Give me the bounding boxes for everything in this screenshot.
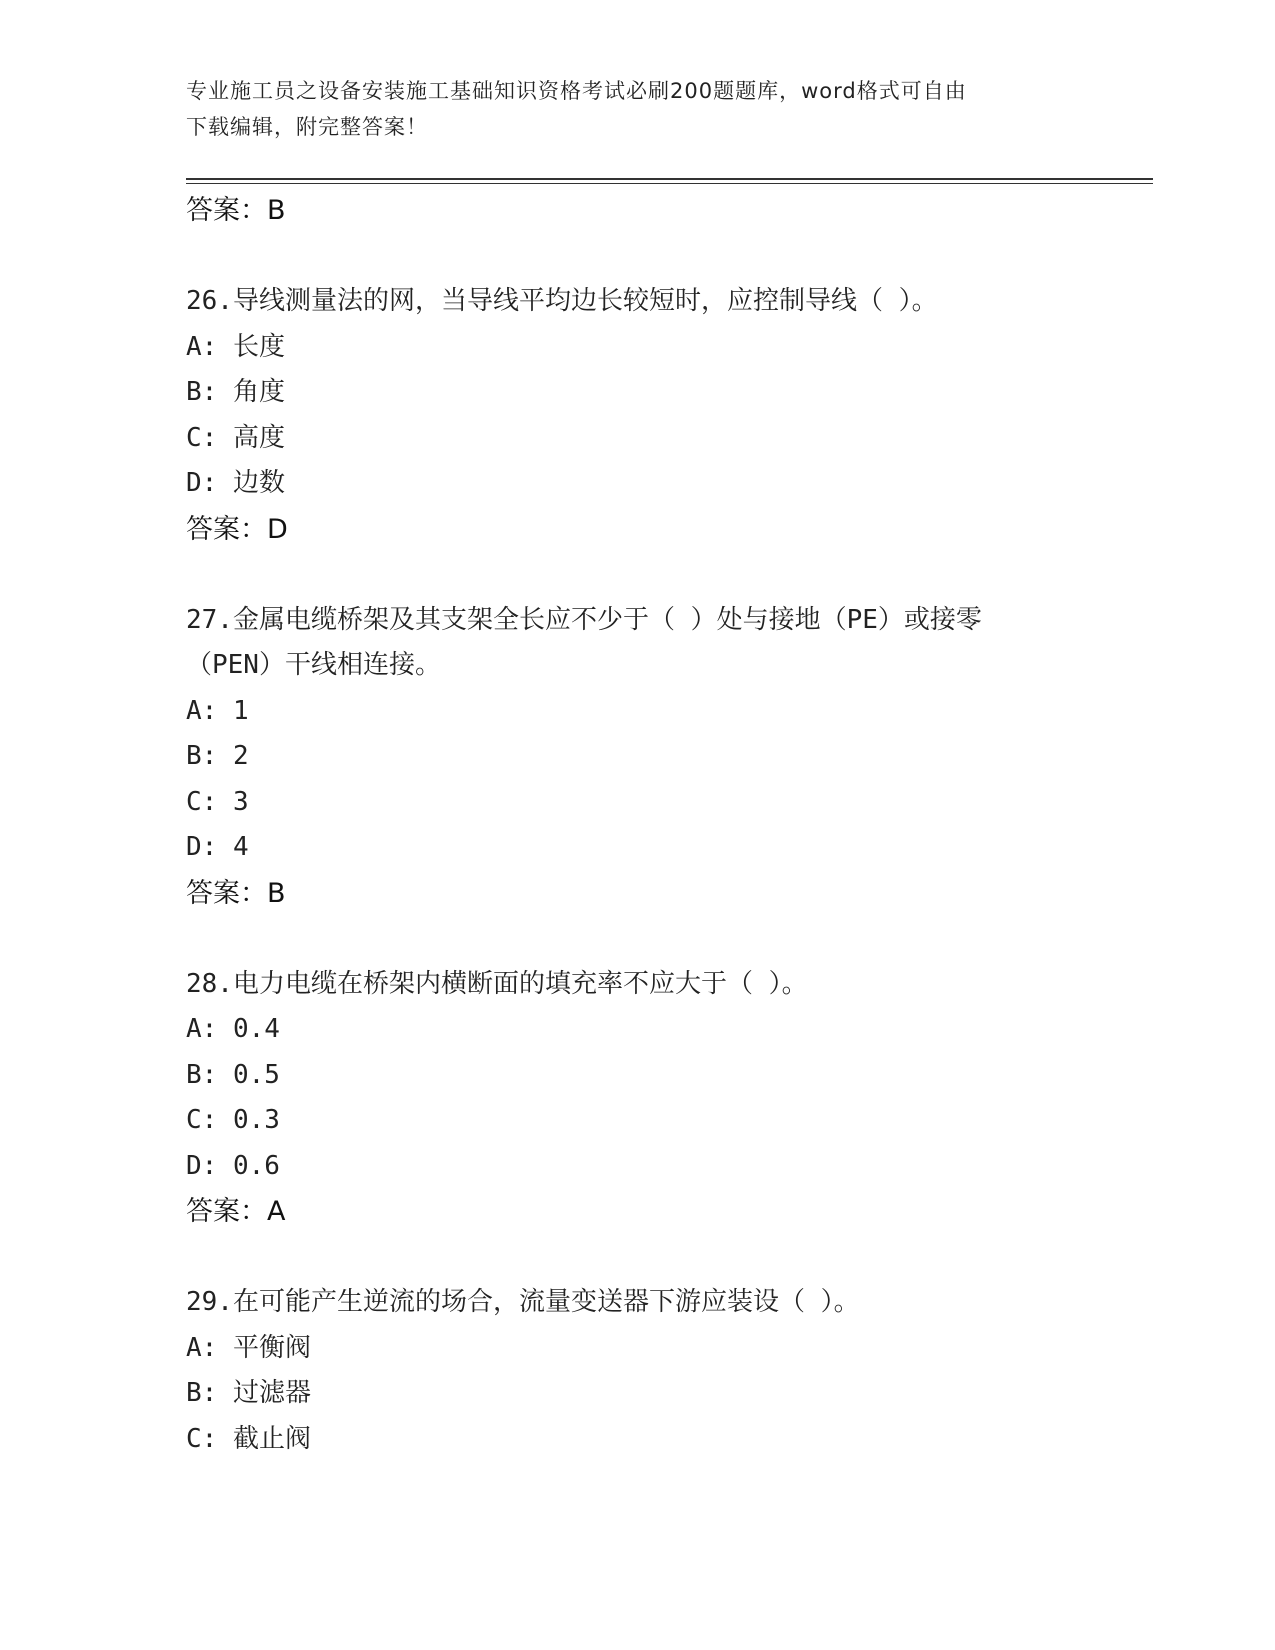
answer: 答案：A [186,1196,286,1227]
header-line-1: 专业施工员之设备安装施工基础知识资格考试必刷200题题库，word格式可自由 [186,79,967,103]
spacer [186,234,1146,280]
question-28 [186,962,1146,1235]
previous-answer: 答案：B [186,195,286,226]
option-c: C: 0.3 [186,1105,280,1135]
header-line-2: 下载编辑，附完整答案！ [186,115,428,139]
question-27 [186,598,1146,917]
question-29 [186,1280,1146,1462]
option-b: B: 2 [186,741,249,771]
spacer [186,916,1146,962]
option-d: D: 0.6 [186,1150,280,1181]
question-stem: 28.电力电缆在桥架内横断面的填充率不应大于（ ）。 [186,968,808,999]
question-stem: 26.导线测量法的网，当导线平均边长较短时，应控制导线（ ）。 [186,286,938,316]
option-a: A: 1 [186,695,249,726]
option-d: D: 边数 [186,468,285,498]
option-b: B: 角度 [186,377,285,407]
question-stem: 29.在可能产生逆流的场合，流量变送器下游应装设（ ）。 [186,1287,860,1317]
option-c: C: 高度 [186,422,285,453]
spacer [186,552,1146,598]
answer: 答案：B [186,877,286,909]
option-d: D: 4 [186,832,249,862]
spacer [186,1235,1146,1281]
document-header [186,73,1066,145]
question-26 [186,279,1146,552]
option-c: C: 3 [186,786,249,817]
option-b: B: 0.5 [186,1059,280,1090]
option-c: C: 截止阀 [186,1423,311,1454]
option-a: A: 平衡阀 [186,1332,311,1363]
question-list [186,188,1146,1462]
question-stem-line-2: （PEN）干线相连接。 [186,650,441,680]
header-divider-thin [186,183,1153,184]
header-divider-thick [186,178,1153,180]
option-a: A: 长度 [186,331,285,362]
question-stem-line-1: 27.金属电缆桥架及其支架全长应不少于（ ）处与接地（PE）或接零 [186,604,982,635]
option-b: B: 过滤器 [186,1378,311,1408]
answer: 答案：D [186,513,288,545]
option-a: A: 0.4 [186,1014,280,1044]
